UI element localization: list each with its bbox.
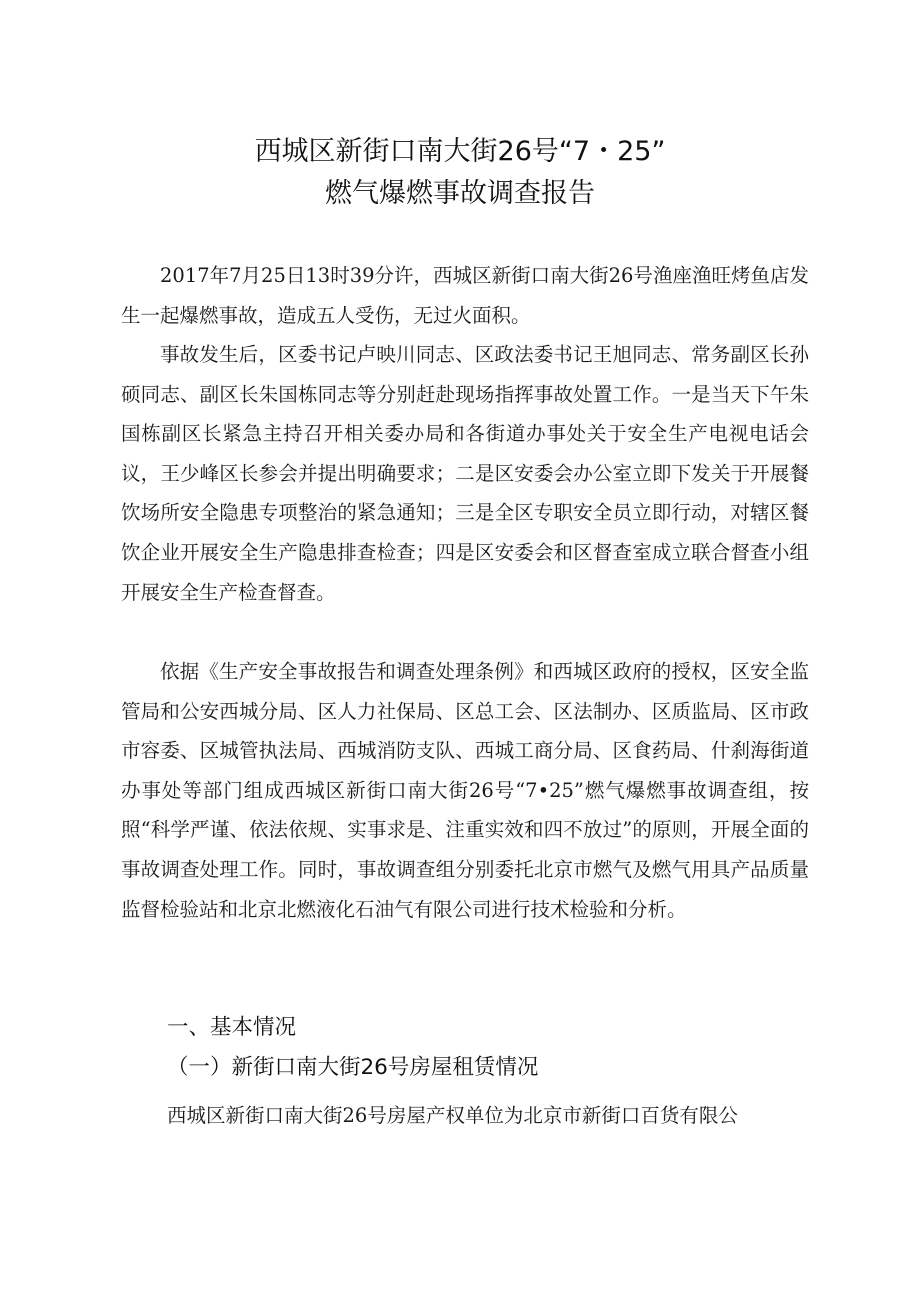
report-title-line-1: 西城区新街口南大街26号“7・25” (254, 136, 666, 167)
paragraph-incident-summary: 2017年7月25日13时39分许，西城区新街口南大街26号渔座渔旺烤鱼店发生一起爆燃事故，造成五人受伤，无过火面积。 (121, 264, 809, 327)
section-heading: 一、基本情况 (167, 1015, 297, 1040)
report-title-line-2: 燃气爆燃事故调查报告 (325, 178, 595, 209)
paragraph-property-ownership: 西城区新街口南大街26号房屋产权单位为北京市新街口百货有限公 (167, 1104, 738, 1127)
subsection-heading: （一）新街口南大街26号房屋租赁情况 (167, 1055, 539, 1080)
paragraph-response-actions: 事故发生后，区委书记卢映川同志、区政法委书记王旭同志、常务副区长孙硕同志、副区长朱国栋同志等分别赶赴现场指挥事故处置工作。一是当天下午朱国栋副区长紧急主持召开相关委办局和各街道办事处关于安全生产电视电话会议，王少峰区长参会并提出明确要求；二是区安委会办公室立即下发关于开展餐饮场所安全隐患专项整治的紧急通知；三是全区专职安全员立即行动，对辖区餐饮企业开展安全生产隐患排查检查；四是区安委会和区督查室成立联合督查小组开展安全生产检查督查。 (121, 343, 809, 604)
paragraph-investigation-basis: 依据《生产安全事故报告和调查处理条例》和西城区政府的授权，区安全监管局和公安西城分局、区人力社保局、区总工会、区法制办、区质监局、区市政市容委、区城管执法局、西城消防支队、西城工商分局、区食药局、什刹海街道办事处等部门组成西城区新街口南大街26号“7•25”燃气爆燃事故调查组，按照“科学严谨、依法依规、实事求是、注重实效和四不放过”的原则，开展全面的事故调查处理工作。同时，事故调查组分别委托北京市燃气及燃气用具产品质量监督检验站和北京北燃液化石油气有限公司进行技术检验和分析。 (121, 660, 809, 921)
